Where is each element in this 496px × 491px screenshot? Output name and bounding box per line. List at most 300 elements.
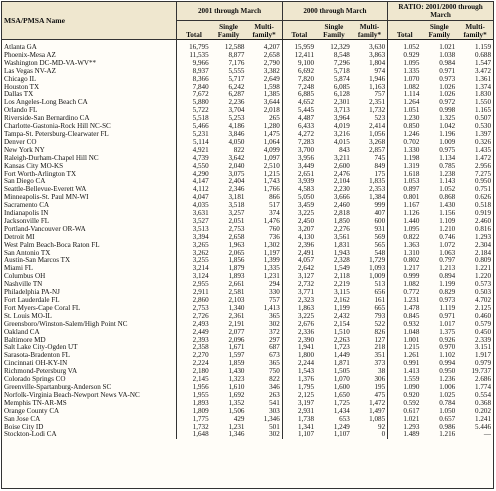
value-cell: 1,097 bbox=[263, 154, 280, 162]
value-cell: 3,518 bbox=[228, 202, 245, 210]
value-cell: 2,911 bbox=[177, 289, 211, 297]
value-cell: 3,124 bbox=[177, 273, 211, 281]
value-cell: 1.264 bbox=[388, 99, 422, 107]
value-cell: 1,879 bbox=[228, 265, 245, 273]
msa-name-cell: Dallas TX bbox=[4, 91, 34, 99]
value-cell: 1,800 bbox=[282, 352, 316, 360]
value-cell: 3,527 bbox=[177, 218, 211, 226]
value-cell: 1.052 bbox=[388, 44, 422, 52]
value-cell: 365 bbox=[269, 312, 280, 320]
value-cell: 2,096 bbox=[228, 336, 245, 344]
value-cell: 2,390 bbox=[282, 337, 316, 345]
value-cell: 849 bbox=[374, 162, 386, 170]
value-cell: 16,795 bbox=[177, 44, 211, 52]
value-cell: 0.626 bbox=[475, 194, 491, 202]
value-cell: 541 bbox=[269, 399, 280, 407]
value-cell: 0.688 bbox=[475, 51, 491, 59]
value-cell: 1.917 bbox=[475, 352, 491, 360]
value-cell: 3,214 bbox=[177, 265, 211, 273]
table-row bbox=[2, 250, 493, 258]
msa-name-cell: Denver CO bbox=[4, 138, 37, 146]
col-header-multi-family: Multi-family* bbox=[246, 21, 282, 40]
value-cell: 7,820 bbox=[282, 76, 316, 84]
value-cell: 1.618 bbox=[388, 171, 422, 179]
value-cell: 1,850 bbox=[333, 217, 350, 225]
table-row bbox=[2, 329, 493, 337]
value-cell: 0.554 bbox=[475, 391, 491, 399]
value-cell: 1.231 bbox=[388, 297, 422, 305]
value-cell: 760 bbox=[269, 225, 280, 233]
value-cell: 2,323 bbox=[282, 297, 316, 305]
value-cell: 1,449 bbox=[333, 352, 350, 360]
value-cell: 2,103 bbox=[228, 297, 245, 304]
value-cell: 0.450 bbox=[475, 328, 491, 336]
value-cell: 0.592 bbox=[388, 400, 422, 408]
value-cell: 3,382 bbox=[263, 67, 280, 75]
value-cell: 1.025 bbox=[439, 391, 456, 399]
value-cell: 218 bbox=[374, 344, 386, 352]
value-cell: 2,263 bbox=[333, 336, 350, 344]
value-cell: 3,255 bbox=[177, 257, 211, 265]
value-cell: 0.986 bbox=[439, 423, 456, 431]
value-cell: 3,257 bbox=[228, 210, 245, 218]
table-row bbox=[2, 424, 493, 432]
value-cell: 1.374 bbox=[475, 83, 491, 91]
value-cell: 3,216 bbox=[333, 130, 350, 138]
value-cell: 0.460 bbox=[475, 312, 491, 320]
msa-name-cell: San Diego CA bbox=[4, 178, 46, 186]
value-cell: 2,581 bbox=[228, 289, 245, 297]
value-cell: 822 bbox=[269, 376, 280, 384]
value-cell: 4,099 bbox=[263, 146, 280, 154]
value-cell: 263 bbox=[269, 391, 280, 399]
value-cell: 1.021 bbox=[388, 416, 422, 424]
value-cell: 4,272 bbox=[282, 131, 316, 139]
value-cell: 0.816 bbox=[475, 225, 491, 233]
value-cell: 1.167 bbox=[388, 202, 422, 210]
value-cell: 1,302 bbox=[263, 241, 280, 249]
value-cell: 9,100 bbox=[282, 60, 316, 68]
table-body bbox=[2, 40, 493, 440]
value-cell: 4,015 bbox=[333, 138, 350, 146]
msa-name-cell: Houston TX bbox=[4, 83, 40, 91]
value-cell: 6,433 bbox=[282, 123, 316, 131]
value-cell: 351 bbox=[374, 352, 386, 360]
value-cell: 0.797 bbox=[439, 257, 456, 265]
value-cell: 0.785 bbox=[439, 162, 456, 170]
value-cell: 1,070 bbox=[333, 376, 350, 384]
value-cell: 1.095 bbox=[388, 60, 422, 68]
value-cell: 4,487 bbox=[282, 115, 316, 123]
msa-name-header: MSA/PMSA Name bbox=[2, 2, 177, 40]
value-cell: 1.440 bbox=[388, 218, 422, 226]
value-cell: 0.897 bbox=[388, 186, 422, 194]
value-cell: 1,413 bbox=[263, 304, 280, 312]
value-cell: 1,505 bbox=[333, 368, 350, 376]
value-cell: — bbox=[483, 431, 491, 439]
value-cell: 1,107 bbox=[282, 431, 316, 439]
value-cell: 1,399 bbox=[263, 257, 280, 265]
value-cell: 1.042 bbox=[439, 123, 456, 131]
value-cell: 999 bbox=[374, 202, 386, 210]
value-cell: 1,766 bbox=[263, 186, 280, 194]
value-cell: 12,588 bbox=[224, 44, 245, 51]
value-cell: 1.090 bbox=[388, 384, 422, 392]
value-cell: 3,449 bbox=[282, 163, 316, 171]
value-cell: 2,270 bbox=[177, 352, 211, 360]
msa-name-cell: Stockton-Lodi CA bbox=[4, 431, 57, 439]
value-cell: 0.973 bbox=[439, 75, 456, 83]
value-cell: 1,943 bbox=[333, 249, 350, 257]
msa-name-cell: Riverside-San Bernardino CA bbox=[4, 115, 90, 123]
table-row bbox=[2, 242, 493, 250]
value-cell: 2,600 bbox=[333, 162, 350, 170]
value-cell: 5,253 bbox=[228, 115, 245, 123]
msa-permits-table bbox=[2, 2, 493, 439]
value-cell: 0.829 bbox=[439, 289, 456, 297]
value-cell: 1.095 bbox=[388, 226, 422, 234]
value-cell: 6,242 bbox=[228, 83, 245, 91]
value-cell: 1,341 bbox=[282, 424, 316, 432]
value-cell: 3,459 bbox=[282, 202, 316, 210]
value-cell: 6,128 bbox=[333, 91, 350, 99]
value-cell: 1.830 bbox=[475, 91, 491, 99]
value-cell: 1,215 bbox=[263, 170, 280, 178]
msa-name-cell: Greenville-Spartanburg-Anderson SC bbox=[4, 383, 112, 391]
value-cell: 2,040 bbox=[228, 162, 245, 170]
table-row bbox=[2, 431, 493, 439]
value-cell: 1,352 bbox=[228, 399, 245, 407]
msa-name-cell: Cincinnati OH-KY-IN bbox=[4, 360, 68, 368]
value-cell: 822 bbox=[233, 146, 245, 154]
value-cell: 1,093 bbox=[369, 265, 386, 273]
value-cell: 0.975 bbox=[439, 146, 456, 154]
value-cell: 793 bbox=[374, 312, 386, 320]
value-cell: 11,535 bbox=[177, 52, 211, 60]
value-cell: 1,795 bbox=[282, 384, 316, 392]
value-cell: 1.319 bbox=[388, 163, 422, 171]
value-cell: 736 bbox=[269, 233, 280, 241]
value-cell: 0.868 bbox=[439, 194, 456, 202]
value-cell: 1,723 bbox=[333, 344, 350, 352]
value-cell: 1,956 bbox=[177, 384, 211, 392]
value-cell: 0.972 bbox=[439, 99, 456, 107]
value-cell: 3,394 bbox=[177, 234, 211, 242]
value-cell: 4.702 bbox=[475, 297, 491, 304]
value-cell: 0.999 bbox=[388, 273, 422, 281]
value-cell: 843 bbox=[339, 146, 350, 154]
value-cell: 2,180 bbox=[177, 368, 211, 376]
value-cell: 302 bbox=[269, 431, 280, 439]
msa-name-cell: Norfolk-Virginia Beach-Newport News VA-NC bbox=[4, 391, 140, 400]
value-cell: 757 bbox=[374, 91, 386, 99]
group-header-2000: 2000 through March bbox=[282, 2, 387, 21]
value-cell: 2.339 bbox=[475, 336, 491, 344]
table-row bbox=[2, 171, 493, 179]
value-cell: 2,510 bbox=[263, 162, 280, 170]
value-cell: 2,358 bbox=[177, 344, 211, 352]
value-cell: 1.026 bbox=[439, 83, 456, 91]
value-cell: 1.238 bbox=[439, 170, 456, 178]
value-cell: 3,700 bbox=[282, 147, 316, 155]
table-row bbox=[2, 313, 493, 321]
value-cell: 1.216 bbox=[439, 431, 456, 439]
value-cell: 0.920 bbox=[388, 392, 422, 400]
value-cell: 7,296 bbox=[333, 59, 350, 67]
value-cell: 19.737 bbox=[471, 368, 491, 376]
value-cell: 2,230 bbox=[333, 186, 350, 194]
value-cell: 6,692 bbox=[282, 68, 316, 76]
value-cell: 1.198 bbox=[388, 155, 422, 163]
value-cell: 931 bbox=[374, 225, 386, 233]
value-cell: 1.241 bbox=[475, 415, 491, 423]
value-cell: 1,543 bbox=[282, 368, 316, 376]
value-cell: 1.001 bbox=[388, 337, 422, 345]
value-cell: 1.109 bbox=[439, 217, 456, 225]
value-cell: 2.125 bbox=[475, 304, 491, 312]
value-cell: 3,211 bbox=[334, 154, 350, 162]
value-cell: 6,885 bbox=[282, 91, 316, 99]
value-cell: 4,739 bbox=[177, 155, 211, 163]
value-cell: 1,893 bbox=[228, 273, 245, 281]
value-cell: 7,672 bbox=[177, 91, 211, 99]
value-cell: 3,630 bbox=[369, 44, 386, 51]
value-cell: 1,430 bbox=[228, 368, 245, 376]
value-cell: 1.050 bbox=[439, 407, 456, 415]
value-cell: 2,361 bbox=[228, 312, 245, 320]
value-cell: 1,743 bbox=[263, 178, 280, 186]
table-row bbox=[2, 368, 493, 376]
value-cell: 2,449 bbox=[177, 329, 211, 337]
value-cell: 0.991 bbox=[388, 360, 422, 368]
value-cell: 1.210 bbox=[439, 225, 456, 233]
msa-name-cell: New York NY bbox=[4, 146, 45, 154]
value-cell: 0.801 bbox=[388, 194, 422, 202]
value-cell: 3,225 bbox=[282, 313, 316, 321]
value-cell: 1.156 bbox=[439, 210, 456, 218]
value-cell: 2,219 bbox=[333, 281, 350, 289]
value-cell: 0.932 bbox=[388, 321, 422, 329]
value-cell: 1,107 bbox=[333, 431, 350, 439]
value-cell: 0.202 bbox=[475, 407, 491, 415]
msa-name-cell: Salt Lake City-Ogden UT bbox=[4, 344, 78, 352]
table-row bbox=[2, 218, 493, 226]
col-header-total: Total bbox=[177, 21, 211, 40]
msa-name-cell: St. Louis MO-IL bbox=[4, 312, 52, 320]
value-cell: 1,775 bbox=[177, 416, 211, 424]
value-cell: 8,548 bbox=[333, 51, 350, 59]
value-cell: 1,085 bbox=[369, 415, 386, 423]
value-cell: 12,329 bbox=[330, 44, 350, 51]
msa-name-cell: Nashville TN bbox=[4, 281, 43, 289]
value-cell: 294 bbox=[269, 281, 280, 289]
value-cell: 2,018 bbox=[263, 107, 280, 115]
value-cell: 1.165 bbox=[475, 107, 491, 115]
value-cell: 475 bbox=[374, 391, 386, 399]
table-row bbox=[2, 344, 493, 352]
value-cell: 1.430 bbox=[439, 202, 456, 210]
value-cell: 1,732 bbox=[177, 424, 211, 432]
value-cell: 3,846 bbox=[228, 130, 245, 138]
table-row bbox=[2, 52, 493, 60]
value-cell: 1,506 bbox=[228, 407, 245, 415]
table-row bbox=[2, 123, 493, 131]
value-cell: 1,434 bbox=[333, 407, 350, 415]
value-cell: 4,057 bbox=[282, 257, 316, 265]
table-row bbox=[2, 139, 493, 147]
value-cell: 5,050 bbox=[282, 194, 316, 202]
value-cell: 15,959 bbox=[282, 44, 316, 52]
value-cell: 750 bbox=[269, 368, 280, 376]
value-cell: 3,225 bbox=[282, 210, 316, 218]
value-cell: 4,921 bbox=[177, 147, 211, 155]
value-cell: 0.950 bbox=[439, 368, 456, 376]
value-cell: 3,704 bbox=[228, 107, 245, 115]
value-cell: 3,956 bbox=[282, 155, 316, 163]
value-cell: 5,114 bbox=[177, 139, 211, 147]
msa-name-cell: Charlotte-Gastonia-Rock Hill NC-SC bbox=[4, 123, 111, 131]
value-cell: 2,726 bbox=[177, 313, 211, 321]
value-cell: 1,497 bbox=[369, 407, 386, 415]
value-cell: 1,963 bbox=[228, 241, 245, 249]
value-cell: 3,262 bbox=[177, 250, 211, 258]
msa-name-cell: Indianapolis IN bbox=[4, 210, 49, 218]
value-cell: 303 bbox=[269, 407, 280, 415]
value-cell: 1,598 bbox=[263, 83, 280, 91]
value-cell: 2,476 bbox=[333, 170, 350, 178]
value-cell: 2,328 bbox=[333, 257, 350, 265]
table-row bbox=[2, 68, 493, 76]
value-cell: 1.489 bbox=[388, 431, 422, 439]
table-row bbox=[2, 376, 493, 384]
value-cell: 1,009 bbox=[369, 273, 386, 281]
value-cell: 0.617 bbox=[388, 408, 422, 416]
value-cell: 2,649 bbox=[263, 75, 280, 83]
value-cell: 1.230 bbox=[388, 115, 422, 123]
value-cell: 5,718 bbox=[333, 67, 350, 75]
value-cell: 1,231 bbox=[263, 273, 280, 281]
value-cell: 3,964 bbox=[333, 115, 350, 123]
value-cell: 7,248 bbox=[282, 84, 316, 92]
value-cell: 1.550 bbox=[475, 99, 491, 107]
value-cell: 1,476 bbox=[263, 217, 280, 225]
value-cell: 2,396 bbox=[282, 242, 316, 250]
table-row bbox=[2, 234, 493, 242]
value-cell: 175 bbox=[374, 170, 386, 178]
value-cell: 1,249 bbox=[333, 423, 350, 431]
msa-name-cell: Jacksonville FL bbox=[4, 217, 50, 225]
msa-name-cell: Orange County CA bbox=[4, 407, 60, 415]
value-cell: 372 bbox=[269, 328, 280, 336]
value-cell: 0.702 bbox=[388, 139, 422, 147]
value-cell: 7,176 bbox=[228, 59, 245, 67]
value-cell: 1.220 bbox=[475, 273, 491, 281]
value-cell: 1,231 bbox=[228, 423, 245, 431]
value-cell: 0.994 bbox=[439, 360, 456, 368]
col-header-single-family: Single Family bbox=[316, 21, 352, 40]
value-cell: 1,946 bbox=[369, 75, 386, 83]
value-cell: 1.006 bbox=[439, 383, 456, 391]
value-cell: 2,658 bbox=[228, 233, 245, 241]
value-cell: 3.151 bbox=[475, 344, 491, 352]
value-cell: 92 bbox=[378, 423, 386, 431]
value-cell: 1.472 bbox=[475, 154, 491, 162]
table-row bbox=[2, 321, 493, 329]
msa-name-cell: Raleigh-Durham-Chapel Hill NC bbox=[4, 154, 99, 162]
value-cell: 0.657 bbox=[439, 415, 456, 423]
value-cell: 1.199 bbox=[439, 281, 456, 289]
value-cell: 5,445 bbox=[282, 107, 316, 115]
value-cell: 1,335 bbox=[263, 265, 280, 273]
msa-name-cell: Austin-San Marcos TX bbox=[4, 257, 71, 265]
value-cell: 1.063 bbox=[439, 249, 456, 257]
value-cell: 3,075 bbox=[228, 170, 245, 178]
value-cell: 4,112 bbox=[177, 186, 211, 194]
value-cell: 6,287 bbox=[228, 91, 245, 99]
value-cell: 346 bbox=[269, 383, 280, 391]
value-cell: 7.275 bbox=[475, 170, 491, 178]
value-cell: 2,351 bbox=[369, 99, 386, 107]
value-cell: 517 bbox=[269, 202, 280, 210]
value-cell: 1,856 bbox=[228, 257, 245, 265]
table-row bbox=[2, 392, 493, 400]
value-cell: 1.325 bbox=[439, 115, 456, 123]
value-cell: 429 bbox=[233, 415, 245, 423]
table-row bbox=[2, 99, 493, 107]
table-row bbox=[2, 305, 493, 313]
value-cell: 0.822 bbox=[388, 234, 422, 242]
value-cell: 5,466 bbox=[177, 123, 211, 131]
value-cell: 5,722 bbox=[177, 107, 211, 115]
table-row bbox=[2, 155, 493, 163]
value-cell: 1.478 bbox=[388, 305, 422, 313]
value-cell: 1,671 bbox=[228, 344, 245, 352]
msa-name-cell: Fort Myers-Cape Coral FL bbox=[4, 304, 81, 312]
value-cell: 1.134 bbox=[439, 154, 456, 162]
table-row bbox=[2, 202, 493, 210]
value-cell: 297 bbox=[269, 336, 280, 344]
value-cell: 1,738 bbox=[282, 416, 316, 424]
value-cell: 1,600 bbox=[333, 383, 350, 391]
value-cell: 0.971 bbox=[439, 312, 456, 320]
value-cell: 1,197 bbox=[263, 249, 280, 257]
value-cell: 0.579 bbox=[475, 320, 491, 328]
value-cell: 12,411 bbox=[282, 52, 316, 60]
value-cell: 1,725 bbox=[333, 399, 350, 407]
value-cell: 1.196 bbox=[439, 130, 456, 138]
table-row bbox=[2, 91, 493, 99]
value-cell: 523 bbox=[374, 115, 386, 123]
value-cell: 1,340 bbox=[228, 304, 245, 312]
msa-name-cell: Greensboro/Winston-Salem/High Point NC bbox=[4, 320, 128, 328]
value-cell: 0.518 bbox=[475, 202, 491, 210]
msa-name-cell: Colorado Springs CO bbox=[4, 376, 66, 384]
value-cell: 1.310 bbox=[388, 250, 422, 258]
value-cell: 3,115 bbox=[334, 289, 350, 297]
value-cell: 1,549 bbox=[333, 265, 350, 273]
value-cell: 1.375 bbox=[439, 328, 456, 336]
value-cell: 4,186 bbox=[228, 123, 245, 131]
msa-name-cell: Las Vegas NV-AZ bbox=[4, 67, 57, 75]
value-cell: 3,666 bbox=[333, 194, 350, 202]
value-cell: 1,831 bbox=[333, 241, 350, 249]
value-cell: 1.082 bbox=[388, 84, 422, 92]
value-cell: 2,393 bbox=[177, 337, 211, 345]
value-cell: 1,941 bbox=[282, 344, 316, 352]
msa-name-cell: San Jose CA bbox=[4, 415, 41, 423]
table-row bbox=[2, 131, 493, 139]
value-cell: 2,860 bbox=[177, 297, 211, 305]
